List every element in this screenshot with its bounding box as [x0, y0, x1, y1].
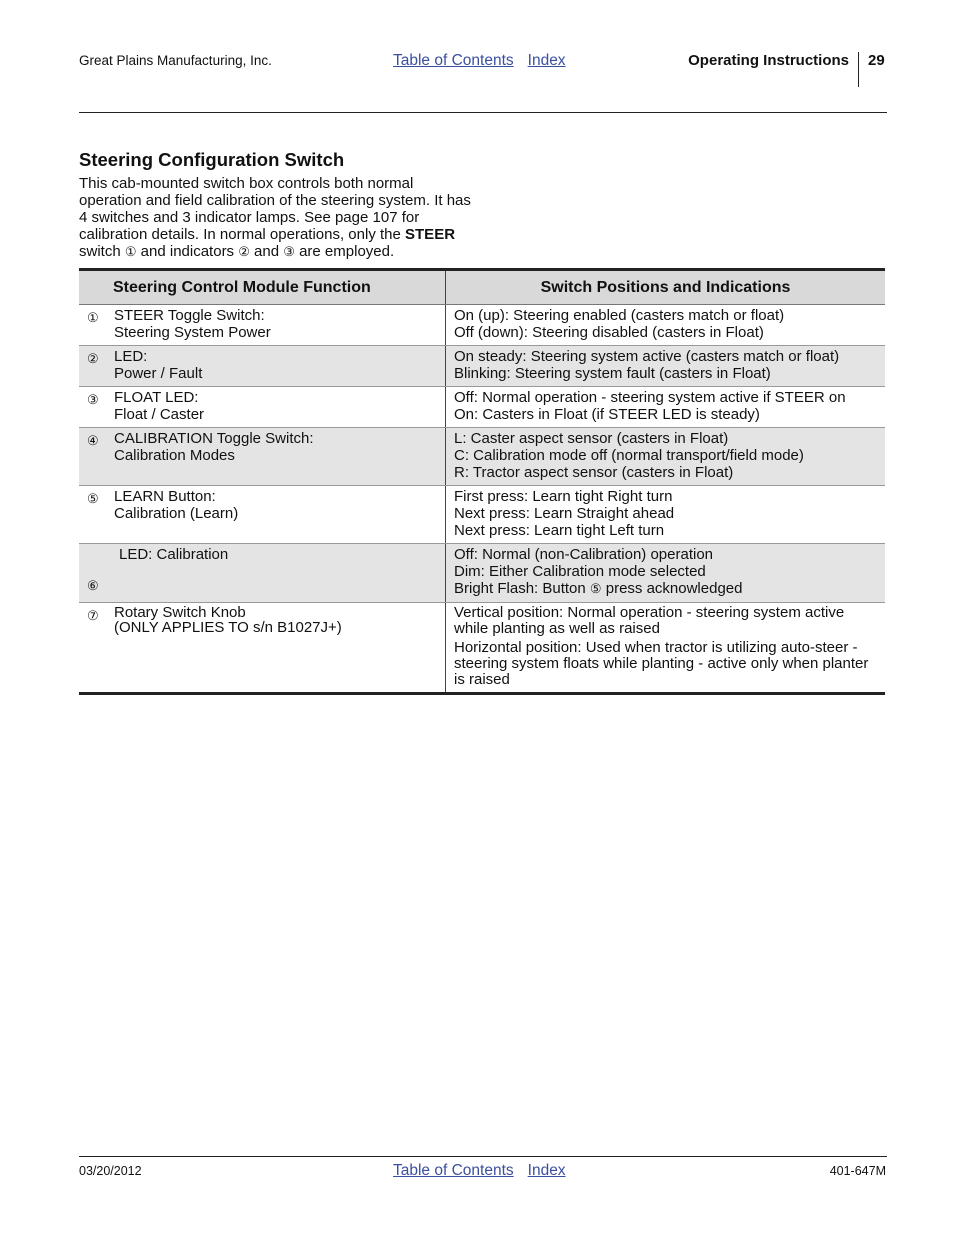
row-number: ②	[87, 351, 99, 366]
intro-text: and indicators	[136, 243, 239, 260]
indication-cell	[446, 346, 886, 387]
footer-toc-link[interactable]: Table of Contents	[393, 1162, 514, 1179]
function-line: Calibration (Learn)	[114, 505, 239, 522]
table-row	[79, 486, 885, 544]
intro-text: This cab-mounted switch box controls both normal operation and field calibration of the steering system. It has 4 switches and 3 indicator lamps. See page 107 for calibration details. In normal operations, only the	[79, 175, 471, 243]
function-cell	[79, 346, 446, 387]
footer-nav	[393, 1162, 566, 1180]
header-nav	[393, 52, 566, 70]
table-row	[79, 544, 885, 603]
page-number: 29	[868, 52, 885, 69]
intro-steer-bold: STEER	[405, 226, 456, 243]
ref-circled-1: ①	[124, 244, 137, 259]
footer-rule	[79, 1156, 887, 1157]
column-header-indications: Switch Positions and Indications	[446, 270, 886, 305]
indication-line: Next press: Learn Straight ahead	[454, 505, 675, 522]
intro-paragraph	[79, 175, 479, 260]
footer-index-link[interactable]: Index	[527, 1162, 566, 1179]
ref-circled-3: ③	[283, 244, 295, 259]
function-line: (ONLY APPLIES TO s/n B1027J+)	[114, 619, 342, 636]
section-heading: Operating Instructions	[688, 52, 849, 69]
function-line: Power / Fault	[114, 365, 203, 382]
function-cell	[79, 486, 446, 544]
function-line: Rotary Switch Knob	[114, 604, 246, 621]
intro-text: switch	[79, 243, 125, 260]
row-number: ⑦	[87, 608, 99, 623]
row-number: ③	[87, 392, 99, 407]
indication-line: Blinking: Steering system fault (casters in Float)	[454, 365, 771, 382]
indication-line: On: Casters in Float (if STEER LED is steady)	[454, 406, 760, 423]
indication-cell	[446, 387, 886, 428]
function-cell	[79, 387, 446, 428]
function-line: LEARN Button:	[114, 488, 216, 505]
header-rule	[79, 112, 887, 113]
function-line: Steering System Power	[114, 324, 271, 341]
table-row	[79, 428, 885, 486]
intro-text: and	[249, 243, 284, 260]
indication-cell	[446, 544, 886, 603]
indication-text: press acknowledged	[601, 580, 743, 597]
table-row	[79, 603, 885, 694]
table-row	[79, 387, 885, 428]
indication-text: Bright Flash: Button	[454, 580, 590, 597]
indication-line: Next press: Learn tight Left turn	[454, 522, 665, 539]
indication-line: Vertical position: Normal operation - steering system active while planting as well as raised	[454, 604, 845, 637]
row-number: ⑤	[87, 491, 99, 506]
intro-text: are employed.	[294, 243, 395, 260]
page-title: Steering Configuration Switch	[79, 149, 345, 170]
indication-line: Off: Normal (non-Calibration) operation	[454, 546, 714, 563]
table-header-row	[79, 270, 885, 305]
function-cell	[79, 305, 446, 346]
function-cell	[79, 603, 446, 694]
row-number: ①	[87, 310, 99, 325]
indication-cell	[446, 486, 886, 544]
indication-line: First press: Learn tight Right turn	[454, 488, 673, 505]
header-divider	[858, 52, 859, 87]
function-line: LED:	[114, 348, 148, 365]
function-line: Float / Caster	[114, 406, 205, 423]
indication-line	[454, 580, 877, 597]
table-row	[79, 305, 885, 346]
indication-line: Off (down): Steering disabled (casters in Float)	[454, 324, 764, 341]
indication-line: Horizontal position: Used when tractor is utilizing auto-steer - steering system floats while planting - active only when planter is raised	[454, 639, 869, 688]
function-cell	[79, 428, 446, 486]
row-number: ④	[87, 433, 99, 448]
row-number: ⑥	[87, 578, 99, 593]
company-name: Great Plains Manufacturing, Inc.	[79, 53, 272, 68]
indication-line: L: Caster aspect sensor (casters in Float)	[454, 430, 729, 447]
header-toc-link[interactable]: Table of Contents	[393, 52, 514, 69]
steering-function-table	[79, 268, 885, 695]
footer-date: 03/20/2012	[79, 1164, 142, 1178]
function-line: LED: Calibration	[119, 546, 229, 563]
indication-cell	[446, 603, 886, 694]
indication-line: C: Calibration mode off (normal transport/field mode)	[454, 447, 804, 464]
indication-line: On (up): Steering enabled (casters match or float)	[454, 307, 785, 324]
function-line: STEER Toggle Switch:	[114, 307, 265, 324]
indication-cell	[446, 428, 886, 486]
indication-cell	[446, 305, 886, 346]
indication-line: Dim: Either Calibration mode selected	[454, 563, 706, 580]
table-row	[79, 346, 885, 387]
indication-line: On steady: Steering system active (casters match or float)	[454, 348, 840, 365]
function-line: CALIBRATION Toggle Switch:	[114, 430, 314, 447]
indication-line: R: Tractor aspect sensor (casters in Float)	[454, 464, 734, 481]
ref-circled-5: ⑤	[589, 581, 602, 596]
header-index-link[interactable]: Index	[527, 52, 566, 69]
ref-circled-2: ②	[238, 244, 250, 259]
function-cell	[79, 544, 446, 603]
function-line: Calibration Modes	[114, 447, 235, 464]
indication-line: Off: Normal operation - steering system active if STEER on	[454, 389, 846, 406]
footer-doc-number: 401-647M	[829, 1164, 886, 1178]
function-line: FLOAT LED:	[114, 389, 199, 406]
column-header-function: Steering Control Module Function	[79, 270, 446, 305]
